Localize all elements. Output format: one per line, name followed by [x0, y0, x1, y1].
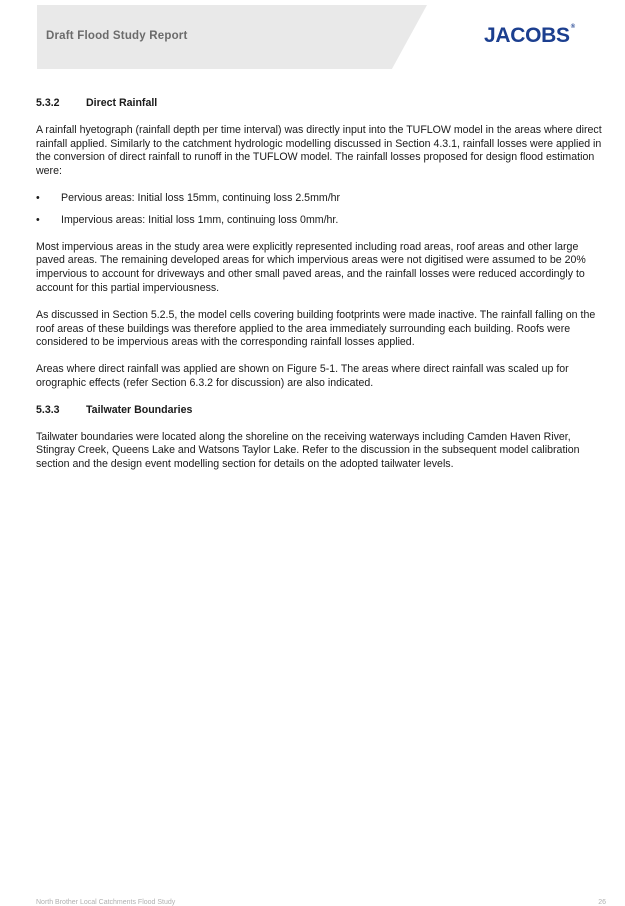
registered-mark: ®: [570, 24, 575, 30]
paragraph: Tailwater boundaries were located along the shoreline on the receiving waterways including Camden Haven River, Stingray Creek, Queens Lake and Watsons Taylor Lake. Refer to the discussion in the subsequent model calibration section and the design event modelling section for details on the adopted tailwater levels.: [36, 430, 580, 471]
page-content: [36, 97, 606, 485]
rainfall-loss-list: [36, 192, 606, 228]
page-footer: [36, 899, 606, 906]
section-number: 5.3.2: [36, 97, 60, 109]
section-title: Tailwater Boundaries: [86, 403, 193, 416]
section-heading-5-3-3: [36, 404, 606, 418]
page-number: 26: [598, 899, 606, 906]
section-number: 5.3.3: [36, 403, 60, 416]
list-item: • Impervious areas: Initial loss 1mm, continuing loss 0mm/hr.: [36, 213, 339, 226]
section-title: Direct Rainfall: [86, 97, 158, 109]
section-heading-5-3-2: [36, 97, 606, 111]
report-title: Draft Flood Study Report: [46, 30, 188, 42]
paragraph: Areas where direct rainfall was applied are shown on Figure 5-1. The areas where direct rainfall was scaled up for orographic effects (refer Section 6.3.2 for discussion) are also indicated.: [36, 363, 569, 389]
paragraph: As discussed in Section 5.2.5, the model cells covering building footprints were made inactive. The rainfall falling on the roof areas of these buildings was therefore applied to the area immediately surrounding each building. Roofs were considered to be impervious areas with the corresponding rainfall losses applied.: [36, 308, 596, 349]
logo-text: JACOBS: [484, 24, 570, 47]
paragraph: A rainfall hyetograph (rainfall depth per time interval) was directly input into the TUFLOW model in the areas where direct rainfall applied. Similarly to the catchment hydrologic modelling discussed in Section 4.3.1, rainfall losses were applied in the conversion of direct rainfall to runoff in the TUFLOW model. The rainfall losses proposed for design flood estimation were:: [36, 123, 602, 178]
jacobs-logo: [484, 24, 575, 48]
footer-document-name: North Brother Local Catchments Flood Study: [36, 899, 176, 906]
paragraph: Most impervious areas in the study area were explicitly represented including road areas, roof areas and other large paved areas. The remaining developed areas for which impervious areas were not digitised were assumed to be 20% impervious to account for driveways and other small paved areas, and the rainfall losses were reduced accordingly to account for this partial imperviousness.: [36, 240, 586, 294]
list-item: • Pervious areas: Initial loss 15mm, continuing loss 2.5mm/hr: [36, 191, 341, 204]
